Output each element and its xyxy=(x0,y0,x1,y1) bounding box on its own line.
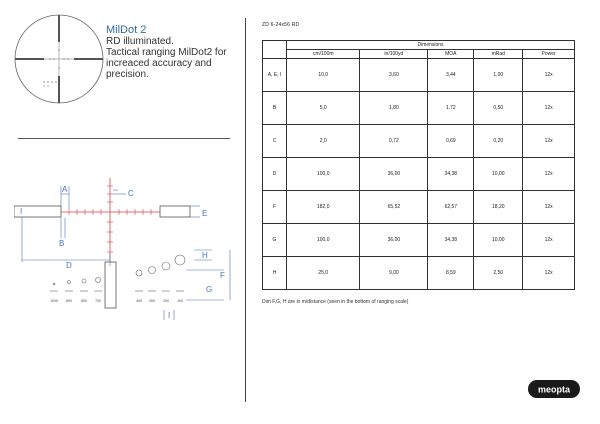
table-cell: 0,72 xyxy=(360,125,428,158)
column-header: Power xyxy=(523,50,575,59)
table-cell: 25,0 xyxy=(287,257,360,290)
reticle-thumbnail xyxy=(14,14,104,104)
table-cell: 12x xyxy=(523,158,575,191)
svg-text:C: C xyxy=(128,189,134,198)
group-header: Dimensions xyxy=(287,41,575,50)
row-label: B xyxy=(263,92,287,125)
svg-text:G: G xyxy=(206,285,213,294)
svg-text:A: A xyxy=(62,185,68,194)
table-cell: 12x xyxy=(523,191,575,224)
row-label: D xyxy=(263,158,287,191)
table-cell: 2,50 xyxy=(474,257,523,290)
reticle-dimension-diagram xyxy=(14,176,244,322)
model-name: ZD 6-24x56 RD xyxy=(262,22,300,28)
meopta-logo xyxy=(528,380,580,398)
table-cell: 0,50 xyxy=(474,92,523,125)
table-cell: 10,00 xyxy=(474,158,523,191)
table-cell: 62,57 xyxy=(428,191,474,224)
svg-text:F: F xyxy=(220,271,225,280)
range-label: 100 xyxy=(177,299,183,303)
table-row xyxy=(263,59,575,92)
range-label: 1000 xyxy=(50,299,58,303)
table-cell: 36,00 xyxy=(360,158,428,191)
range-label: 200 xyxy=(163,299,169,303)
section-divider xyxy=(18,138,230,139)
table-cell: 100,0 xyxy=(287,224,360,257)
table-cell: 100,0 xyxy=(287,158,360,191)
table-footnote: Dim F,G, H are in m/distance (seen in the bottom of ranging scale) xyxy=(262,299,409,305)
table-cell: 3,60 xyxy=(360,59,428,92)
svg-text:meopta: meopta xyxy=(537,384,571,395)
svg-text:I: I xyxy=(168,311,171,320)
product-description: Tactical ranging MilDot2 for increaced accuracy and precision. xyxy=(106,47,227,80)
table-row xyxy=(263,158,575,191)
table-cell: 65,52 xyxy=(360,191,428,224)
table-cell: 12x xyxy=(523,125,575,158)
table-cell: 1,72 xyxy=(428,92,474,125)
table-cell: 34,38 xyxy=(428,158,474,191)
table-cell: 12x xyxy=(523,224,575,257)
range-label: 300 xyxy=(149,299,155,303)
svg-text:H: H xyxy=(202,251,208,260)
column-header: MOA xyxy=(428,50,474,59)
table-cell: 12x xyxy=(523,92,575,125)
table-row xyxy=(263,92,575,125)
table-cell: 9,00 xyxy=(360,257,428,290)
dimensions-table xyxy=(262,40,575,290)
range-label: 600 xyxy=(81,299,87,303)
column-header: mRad xyxy=(474,50,523,59)
svg-text:E: E xyxy=(202,209,208,218)
row-label-header xyxy=(263,41,287,59)
table-cell: 0,20 xyxy=(474,125,523,158)
product-subtitle: RD illuminated. xyxy=(106,36,174,47)
column-divider xyxy=(245,18,246,402)
table-row xyxy=(263,257,575,290)
row-label: C xyxy=(263,125,287,158)
range-label: 800 xyxy=(66,299,72,303)
table-row xyxy=(263,224,575,257)
table-row xyxy=(263,191,575,224)
table-cell: 36,00 xyxy=(360,224,428,257)
svg-text:B: B xyxy=(59,239,65,248)
table-cell: 12x xyxy=(523,59,575,92)
table-cell: 5,0 xyxy=(287,92,360,125)
svg-text:I: I xyxy=(20,207,23,216)
svg-text:D: D xyxy=(66,261,72,270)
table-cell: 8,59 xyxy=(428,257,474,290)
table-cell: 10,00 xyxy=(474,224,523,257)
table-cell: 182,0 xyxy=(287,191,360,224)
product-title: MilDot 2 xyxy=(106,24,147,36)
column-header: in/100yd xyxy=(360,50,428,59)
row-label: F xyxy=(263,191,287,224)
table-row xyxy=(263,125,575,158)
table-cell: 18,20 xyxy=(474,191,523,224)
table-cell: 34,38 xyxy=(428,224,474,257)
row-label: G xyxy=(263,224,287,257)
column-header: cm/100m xyxy=(287,50,360,59)
table-cell: 1,00 xyxy=(474,59,523,92)
table-cell: 12x xyxy=(523,257,575,290)
table-cell: 3,44 xyxy=(428,59,474,92)
range-label: 700 xyxy=(95,299,101,303)
row-label: H xyxy=(263,257,287,290)
table-cell: 0,69 xyxy=(428,125,474,158)
row-label: A, E, I xyxy=(263,59,287,92)
range-label: 400 xyxy=(136,299,142,303)
table-cell: 1,80 xyxy=(360,92,428,125)
table-cell: 10,0 xyxy=(287,59,360,92)
table-cell: 2,0 xyxy=(287,125,360,158)
